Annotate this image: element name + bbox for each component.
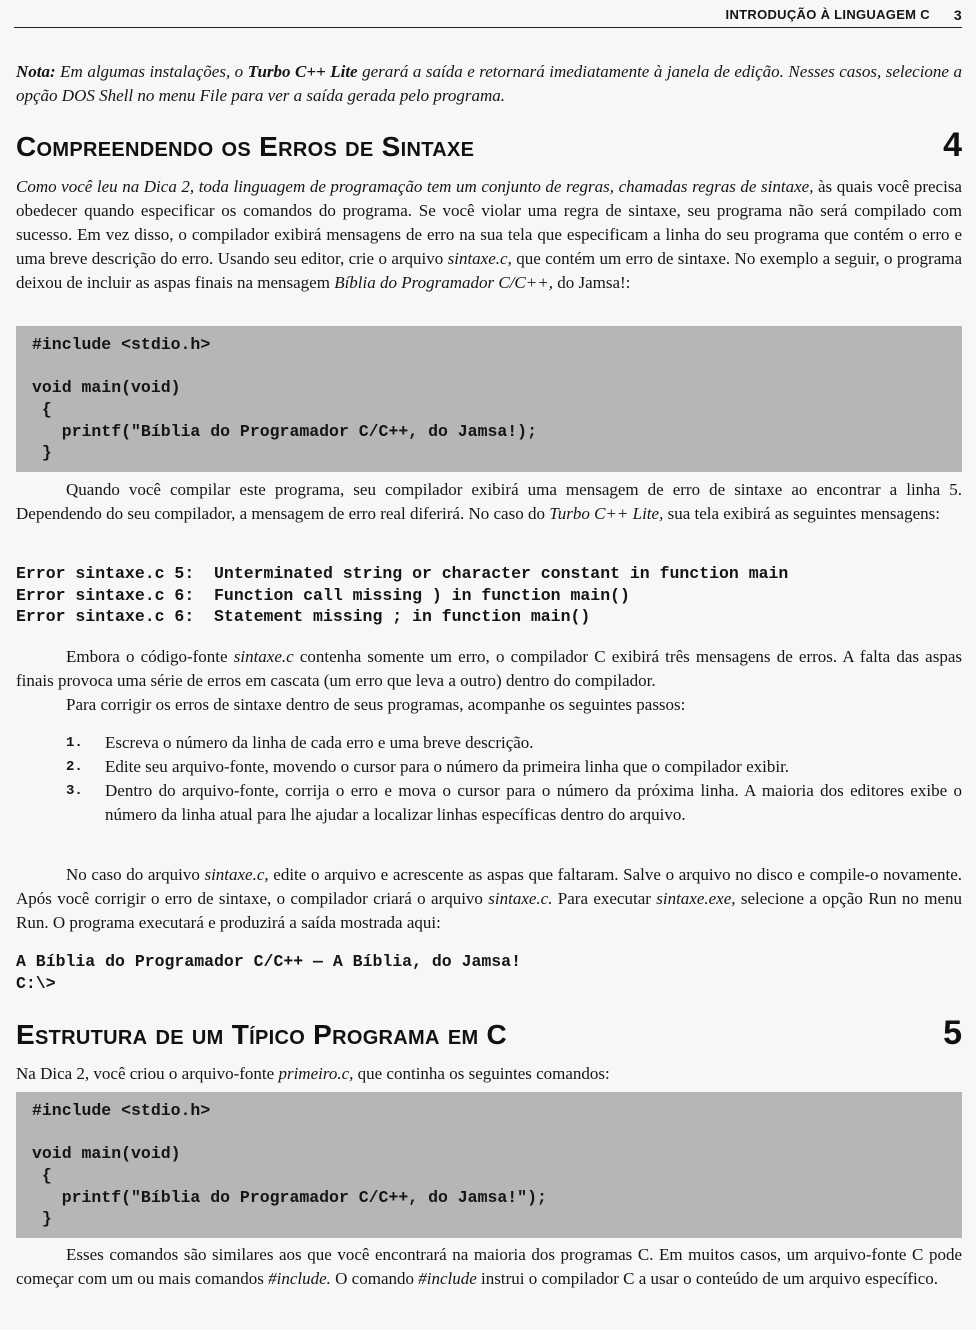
compiler-error-output (16, 563, 962, 628)
fix-text-4: selecione a opção Run no menu Run. O programa executará e produzirá a saída mostrada aqui: (16, 889, 962, 932)
note-text-2: gerará a saída e retornará imediatamente à janela de edição. Nesses casos, selecione a opção DOS Shell no menu File para ver a saída gerada pelo programa. (16, 62, 962, 105)
tip-5-title: Estrutura de um Típico Programa em C (16, 1019, 508, 1050)
intro-text-4: do Jamsa!: (552, 273, 631, 292)
steps-intro: Para corrigir os erros de sintaxe dentro de seus programas, acompanhe os seguintes passos: (66, 695, 686, 714)
tip-4-number: 4 (943, 126, 962, 164)
tip-4-title: Compreendendo os Erros de Sintaxe (16, 131, 475, 162)
closing-text-1: Esses comandos são similares aos que você encontrará na maioria dos programas C. Em muitos casos, um arquivo-fonte C pode começar com um ou mais comandos (16, 1245, 962, 1288)
code-line: printf("Bíblia do Programador C/C++, do Jamsa!"); (32, 1187, 547, 1207)
code-block-syntax-error (16, 326, 962, 472)
step-text: Edite seu arquivo-fonte, movendo o cursor para o número da primeira linha que o compilador exibir. (105, 757, 790, 776)
intro-filename: sintaxe.c, (447, 249, 512, 268)
cascade-text-1: Embora o código-fonte (66, 647, 234, 666)
code-line (32, 1122, 946, 1144)
program-output (16, 951, 962, 994)
error-line: Error sintaxe.c 5: Unterminated string or character constant in function main (16, 564, 789, 583)
chapter-title: INTRODUÇÃO À LINGUAGEM C (725, 7, 930, 22)
code-line: #include <stdio.h> (32, 335, 211, 354)
step-text: Escreva o número da linha de cada erro e uma breve descrição. (105, 733, 534, 752)
intro-text-1: Como você leu na Dica 2, toda linguagem de programação tem um conjunto de regras, chamadas (16, 177, 693, 196)
list-item (16, 731, 962, 755)
code-line: #include <stdio.h> (32, 1101, 211, 1120)
fix-text-2: edite o arquivo e acrescente as aspas que faltaram. Salve o arquivo no disco e compile-o novamente. Após você corrigir o erro de sintaxe, o compilador criará o arquivo (16, 865, 962, 908)
step-number: 3. (66, 783, 83, 799)
list-item (16, 779, 962, 827)
intro-text-2: às quais você precisa obedecer quando especificar os comandos do programa. Se você violar uma regra de sintaxe, seu programa não será compilado com sucesso. Em vez disso, o compilador exibirá mensagens de erro na sua tela que especificam a linha do seu programa que contém o erro e uma breve descrição do erro. Usando seu editor, crie o arquivo (16, 177, 962, 268)
error-line: Error sintaxe.c 6: Statement missing ; in function main() (16, 607, 591, 627)
running-header (14, 2, 962, 28)
note-product: Turbo C++ Lite (247, 62, 358, 81)
code-line: printf("Bíblia do Programador C/C++, do Jamsa!); (32, 421, 537, 441)
tip-4-intro (16, 175, 962, 295)
fix-filename-1: sintaxe.c, (204, 865, 269, 884)
code-line: void main(void) (32, 378, 181, 398)
code-line: void main(void) (32, 1144, 181, 1164)
step-number: 1. (66, 735, 83, 751)
fix-text-1: No caso do arquivo (66, 865, 205, 884)
tip5-intro-text-1: Na Dica 2, você criou o arquivo-fonte (16, 1064, 279, 1083)
cascade-paragraph (16, 645, 962, 693)
tip-5-number: 5 (943, 1014, 962, 1052)
closing-paragraph (16, 1243, 962, 1291)
closing-directive-1: #include. (268, 1269, 331, 1288)
tip5-intro-text-2: que continha os seguintes comandos: (353, 1064, 610, 1083)
page-number: 3 (953, 6, 962, 23)
tip-5-intro (16, 1062, 962, 1086)
compile-text-2: sua tela exibirá as seguintes mensagens: (663, 504, 940, 523)
output-line: A Bíblia do Programador C/C++ — A Bíblia, do Jamsa! (16, 952, 521, 971)
fix-text-3: Para executar (552, 889, 657, 908)
note-label: Nota: (16, 62, 56, 81)
closing-text-3: instrui o compilador C a usar o conteúdo de um arquivo específico. (476, 1269, 939, 1288)
code-line: { (32, 1166, 52, 1186)
closing-directive-2: #include (418, 1269, 477, 1288)
step-number: 2. (66, 759, 83, 775)
code-block-program (16, 1092, 962, 1238)
cascade-filename: sintaxe.c (233, 647, 294, 666)
fix-paragraph (16, 863, 962, 935)
cascade-text-2: contenha somente um erro, o compilador C exibirá três mensagens de erros. A falta das aspas finais provoca uma série de erros em cascata (um erro que leva a outro) dentro do compilador. (16, 647, 962, 690)
intro-term: regras de sintaxe, (692, 177, 814, 196)
note-text-1: Em algumas instalações, o (55, 62, 248, 81)
steps-list (16, 731, 962, 827)
closing-text-2: O comando (330, 1269, 419, 1288)
fix-filename-3: sintaxe.exe, (656, 889, 736, 908)
fix-filename-2: sintaxe.c. (488, 889, 553, 908)
compile-text-1: Quando você compilar este programa, seu compilador exibirá uma mensagem de erro de sintaxe ao encontrar a linha 5. Dependendo do seu compilador, a mensagem de erro real diferirá. No caso do (16, 480, 962, 523)
note-paragraph (16, 60, 962, 108)
tip5-intro-filename: primeiro.c, (278, 1064, 354, 1083)
code-line: { (32, 400, 52, 420)
step-text: Dentro do arquivo-fonte, corrija o erro e mova o cursor para o número da próxima linha. A maioria dos editores exibe o número da linha atual para lhe ajudar a localizar linhas específicas dentro do arquivo. (105, 781, 962, 824)
intro-text-3: que contém um erro de sintaxe. No exemplo a seguir, o programa deixou de incluir as aspas finais na mensagem (16, 249, 963, 292)
code-line (32, 356, 946, 378)
code-line: } (32, 443, 52, 463)
code-line: } (32, 1209, 52, 1229)
error-line: Error sintaxe.c 6: Function call missing ) in function main() (16, 585, 630, 605)
tip-4-heading (16, 126, 962, 165)
compile-product: Turbo C++ Lite, (549, 504, 664, 523)
compile-paragraph (16, 478, 962, 526)
list-item (16, 755, 962, 779)
tip-5-heading (16, 1014, 962, 1053)
intro-book-title: Bíblia do Programador C/C++, (334, 273, 553, 292)
output-line: C:\> (16, 973, 56, 993)
